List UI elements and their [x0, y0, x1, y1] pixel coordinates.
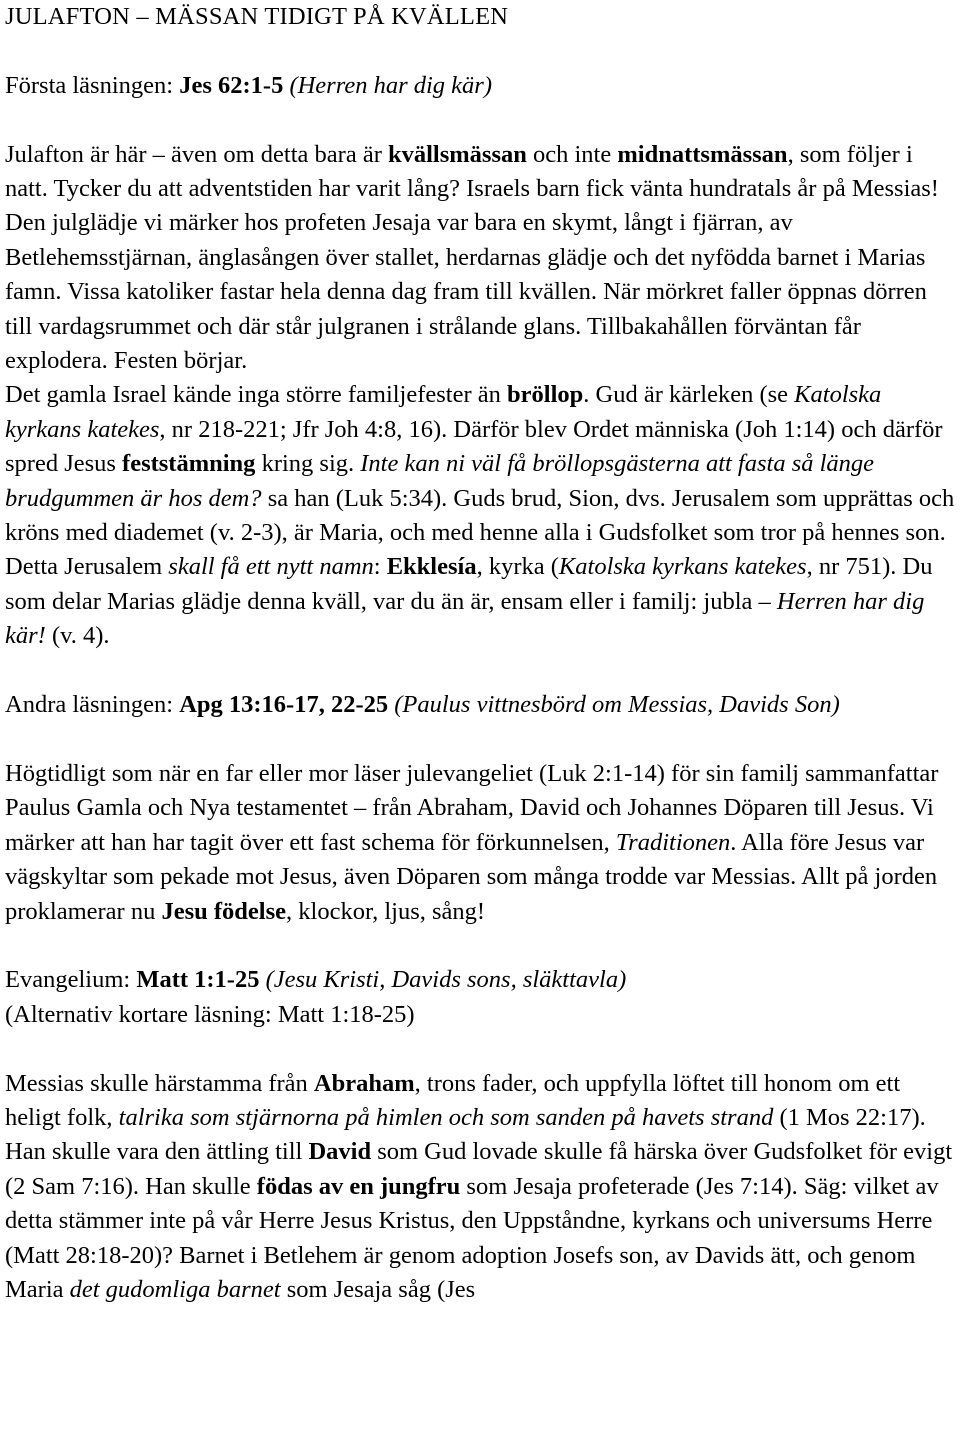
- gospel-label: Evangelium:: [5, 966, 137, 994]
- text: sa han (Luk 5:34). Guds brud, Sion, dvs. Jerusalem som upprättas och kröns med diademet (v. 2-3), är Maria, och med henne alla i Gudsfolket som tror på hennes son. Detta Jerusalem: [5, 484, 955, 581]
- text: Det gamla Israel kände inga större familjefester än: [5, 381, 508, 409]
- emphasis: midnattsmässan: [617, 140, 788, 168]
- emphasis: Jesu födelse: [161, 897, 287, 925]
- reading2-ref: Apg 13:16-17, 22-25: [179, 691, 389, 719]
- spacer: [5, 722, 955, 756]
- text: :: [373, 553, 387, 581]
- emphasis: Abraham: [313, 1069, 415, 1097]
- text: , nr 218-221; Jfr Joh 4:8, 16). Därför blev Ordet människa (Joh 1:14) och därför spred Jesus: [5, 415, 943, 478]
- gospel-alternative: (Alternativ kortare läsning: Matt 1:18-25): [5, 1000, 415, 1028]
- document-title: JULAFTON – MÄSSAN TIDIGT PÅ KVÄLLEN: [5, 3, 509, 30]
- text: (1 Mos 22:17). Han skulle vara den ättling till: [5, 1103, 926, 1166]
- emphasis: feststämning: [122, 450, 256, 478]
- reading1-label: Första läsningen:: [5, 71, 180, 99]
- spacer: [5, 103, 955, 137]
- gospel-subtitle: (Jesu Kristi, Davids sons, släkttavla): [259, 966, 627, 994]
- reading2-subtitle: (Paulus vittnesbörd om Messias, Davids Son): [388, 691, 840, 719]
- reading1-body: [5, 138, 955, 654]
- text: kring sig.: [255, 450, 361, 478]
- spacer: [5, 929, 955, 963]
- reading2-heading: [5, 688, 955, 722]
- emphasis: Ekklesía: [386, 553, 477, 581]
- text: (v. 4).: [45, 622, 110, 650]
- quotation: skall få ett nytt namn: [168, 553, 374, 581]
- text: . Gud är kärleken (se: [583, 381, 795, 409]
- quotation: talrika som stjärnorna på himlen och som sanden på havets strand: [118, 1103, 774, 1131]
- document-page: [5, 0, 955, 1307]
- text: och inte: [526, 140, 618, 168]
- text: , kyrka (: [476, 553, 559, 581]
- reading1-ref: Jes 62:1-5: [179, 71, 284, 99]
- citation: Katolska kyrkans katekes: [5, 381, 882, 443]
- reading2-label: Andra läsningen:: [5, 691, 180, 719]
- emphasis: kvällsmässan: [387, 140, 527, 168]
- text: , som följer i natt. Tycker du att adventstiden har varit lång? Israels barn fick vänta hundratals år på Messias! Den julglädje vi märker hos profeten Jesaja var bara en skymt, långt i fjärran, av Betlehemsstjärnan, änglasången över stallet, herdarnas glädje och det nyfödda barnet i Marias famn. Vissa katoliker fastar hela denna dag fram till kvällen. När mörkret faller öppnas dörren till vardagsrummet och där står julgranen i strålande glans. Tillbakahållen förväntan får explodera. Festen börjar.: [5, 140, 939, 375]
- text: Julafton är här – även om detta bara är: [5, 140, 388, 168]
- citation: Katolska kyrkans katekes: [558, 553, 807, 581]
- text: , trons fader, och uppfylla löftet till honom om ett heligt folk,: [5, 1069, 901, 1131]
- text: som Jesaja profeterade (Jes 7:14). Säg: vilket av detta stämmer inte på vår Herre Jesus Kristus, den Uppståndne, kyrkans och universums Herre (Matt 28:18-20)? Barnet i Betlehem är genom adoption Josefs son, av Davids ätt, och genom Maria: [5, 1172, 939, 1303]
- spacer: [5, 1032, 955, 1066]
- text: som Gud lovade skulle få härska över Gudsfolket för evigt (2 Sam 7:16). Han skulle: [5, 1138, 953, 1200]
- quotation: Herren har dig kär!: [5, 587, 925, 650]
- emphasis: födas av en jungfru: [256, 1172, 461, 1200]
- text: som Jesaja såg (Jes: [280, 1275, 476, 1303]
- emphasis: bröllop: [507, 381, 584, 409]
- gospel-heading: [5, 963, 955, 1032]
- emphasis: Traditionen: [615, 828, 731, 856]
- reading2-body: [5, 757, 955, 929]
- text: , klockor, ljus, sång!: [286, 897, 486, 925]
- text: Messias skulle härstamma från: [5, 1069, 314, 1097]
- quotation: det gudomliga barnet: [69, 1275, 281, 1303]
- reading1-heading: [5, 69, 955, 103]
- gospel-ref: Matt 1:1-25: [136, 966, 260, 994]
- gospel-body: [5, 1067, 955, 1308]
- text: , nr 751). Du som delar Marias glädje denna kväll, var du än är, ensam eller i familj: jubla –: [5, 553, 933, 615]
- reading1-subtitle: (Herren har dig kär): [289, 71, 492, 99]
- quotation: Inte kan ni väl få bröllopsgästerna att fasta så länge brudgummen är hos dem?: [5, 450, 875, 512]
- spacer: [5, 654, 955, 688]
- text: Högtidligt som när en far eller mor läser julevangeliet (Luk 2:1-14) för sin familj sammanfattar Paulus Gamla och Nya testamentet – från Abraham, David och Johannes Döparen till Jesus. Vi märker att han har tagit över ett fast schema för förkunnelsen,: [5, 759, 939, 856]
- emphasis: David: [308, 1138, 372, 1166]
- spacer: [5, 34, 955, 68]
- text: . Alla före Jesus var vägskyltar som pekade mot Jesus, även Döparen som många trodde var Messias. Allt på jorden proklamerar nu: [5, 828, 938, 925]
